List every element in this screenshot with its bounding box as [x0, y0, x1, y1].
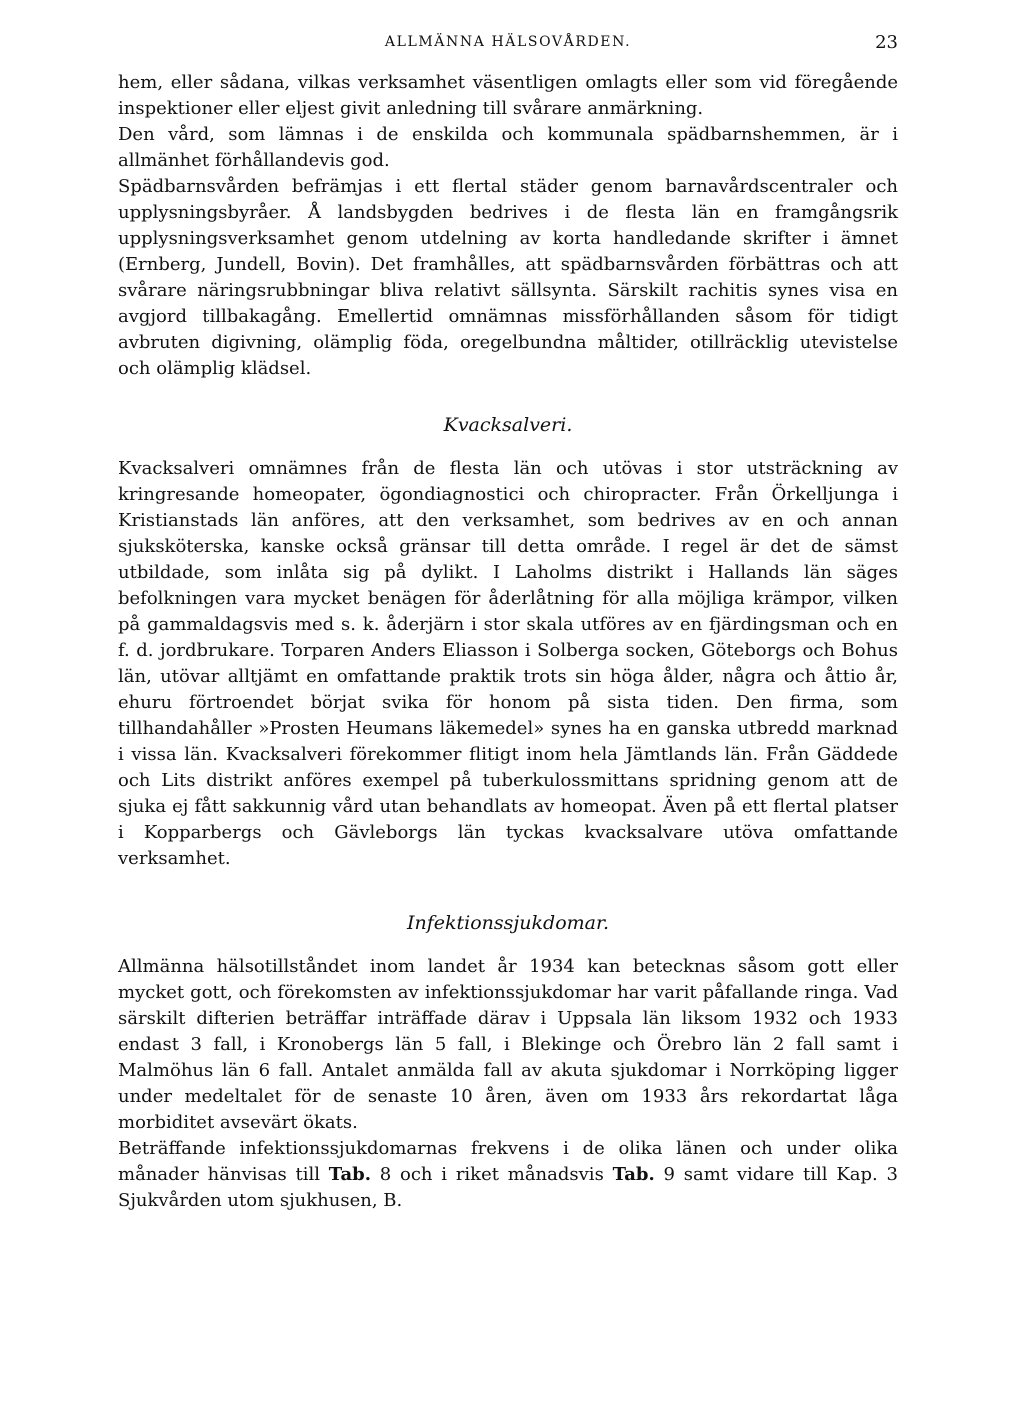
document-page — [118, 30, 898, 1214]
paragraph-halsotillstandet: Allmänna hälsotillståndet inom landet år 1934 kan betecknas såsom gott eller mycket gott, och förekomsten av infektionssjukdomar har varit påfallande ringa. Vad särskilt difterien beträffar inträffade därav i Uppsala län liksom 1932 och 1933 endast 3 fall, i Kronobergs län 5 fall, i Blekinge och Örebro län 2 fall samt i Malmöhus län 6 fall. Antalet anmälda fall av akuta sjukdomar i Norrköping ligger under medeltalet för de senaste 10 åren, även om 1933 års rekordartat låga morbiditet avsevärt ökats. — [118, 956, 898, 1133]
page-number: 23 — [875, 32, 898, 53]
running-header — [118, 30, 898, 70]
running-title: ALLMÄNNA HÄLSOVÅRDEN. — [384, 34, 632, 50]
paragraph-spadbarnsvarden: Spädbarnsvården befrämjas i ett flertal städer genom barnavårdscentraler och upplysningsbyråer. Å landsbygden bedrives i de flesta län en framgångsrik upplysningsverksamhet genom utdelning av korta handledande skrifter i ämnet (Ernberg, Jundell, Bovin). Det framhålles, att spädbarnsvården förbättras och att svårare näringsrubbningar bliva relativt sällsynta. Särskilt rachitis synes visa en avgjord tillbakagång. Emellertid omnämnas missförhållanden såsom för tidigt avbruten digivning, olämplig föda, oregelbundna måltider, otillräcklig utevistelse och olämplig klädsel. — [118, 176, 898, 379]
section-heading-infektionssjukdomar: Infektionssjukdomar. — [406, 912, 610, 934]
paragraph-frekvens-text-c: 9 samt vidare till Kap. 3 Sjukvården utom sjukhusen, B. — [118, 1164, 898, 1211]
paragraph-frekvens — [118, 1136, 898, 1214]
paragraph-spadbarnshemmen: Den vård, som lämnas i de enskilda och kommunala spädbarnshemmen, är i allmänhet förhållandevis god. — [118, 124, 898, 171]
table-reference-9: Tab. — [612, 1164, 655, 1185]
table-reference-8: Tab. — [328, 1164, 371, 1185]
paragraph-frekvens-text-a: Beträffande infektionssjukdomarnas frekvens i de olika länen och under olika månader hänvisas till — [118, 1138, 898, 1185]
paragraph-frekvens-text-b: 8 och i riket månadsvis — [370, 1164, 613, 1185]
paragraph-kvacksalveri: Kvacksalveri omnämnes från de flesta län och utövas i stor utsträckning av kringresande homeopater, ögondiagnostici och chiropracter. Från Örkelljunga i Kristianstads län anföres, att den verksamhet, som bedrives av en och annan sjuksköterska, kanske också gränsar till detta område. I regel är det de sämst utbildade, som inlåta sig på dylikt. I Laholms distrikt i Hallands län säges befolkningen vara mycket benägen för åderlåtning för alla möjliga krämpor, vilken på gammaldagsvis med s. k. åderjärn i stor skala utföres av en fjärdingsman och en f. d. jordbrukare. Torparen Anders Eliasson i Solberga socken, Göteborgs och Bohus län, utövar alltjämt en omfattande praktik trots sin höga ålder, några och åttio år, ehuru förtroendet börjat svika för honom på sista tiden. Den firma, som tillhandahåller »Prosten Heumans läkemedel» synes ha en ganska utbredd marknad i vissa län. Kvacksalveri förekommer flitigt inom hela Jämtlands län. Från Gäddede och Lits distrikt anföres exempel på tuberkulossmittans spridning genom att de sjuka ej fått sakkunnig vård utan behandlats av homeopat. Även på ett flertal platser i Kopparbergs och Gävleborgs län tyckas kvacksalvare utöva omfattande verksamhet. — [118, 458, 898, 869]
section-heading-kvacksalveri: Kvacksalveri. — [443, 414, 573, 436]
paragraph-continued: hem, eller sådana, vilkas verksamhet väsentligen omlagts eller som vid föregående inspektioner eller eljest givit anledning till svårare anmärkning. — [118, 72, 898, 119]
